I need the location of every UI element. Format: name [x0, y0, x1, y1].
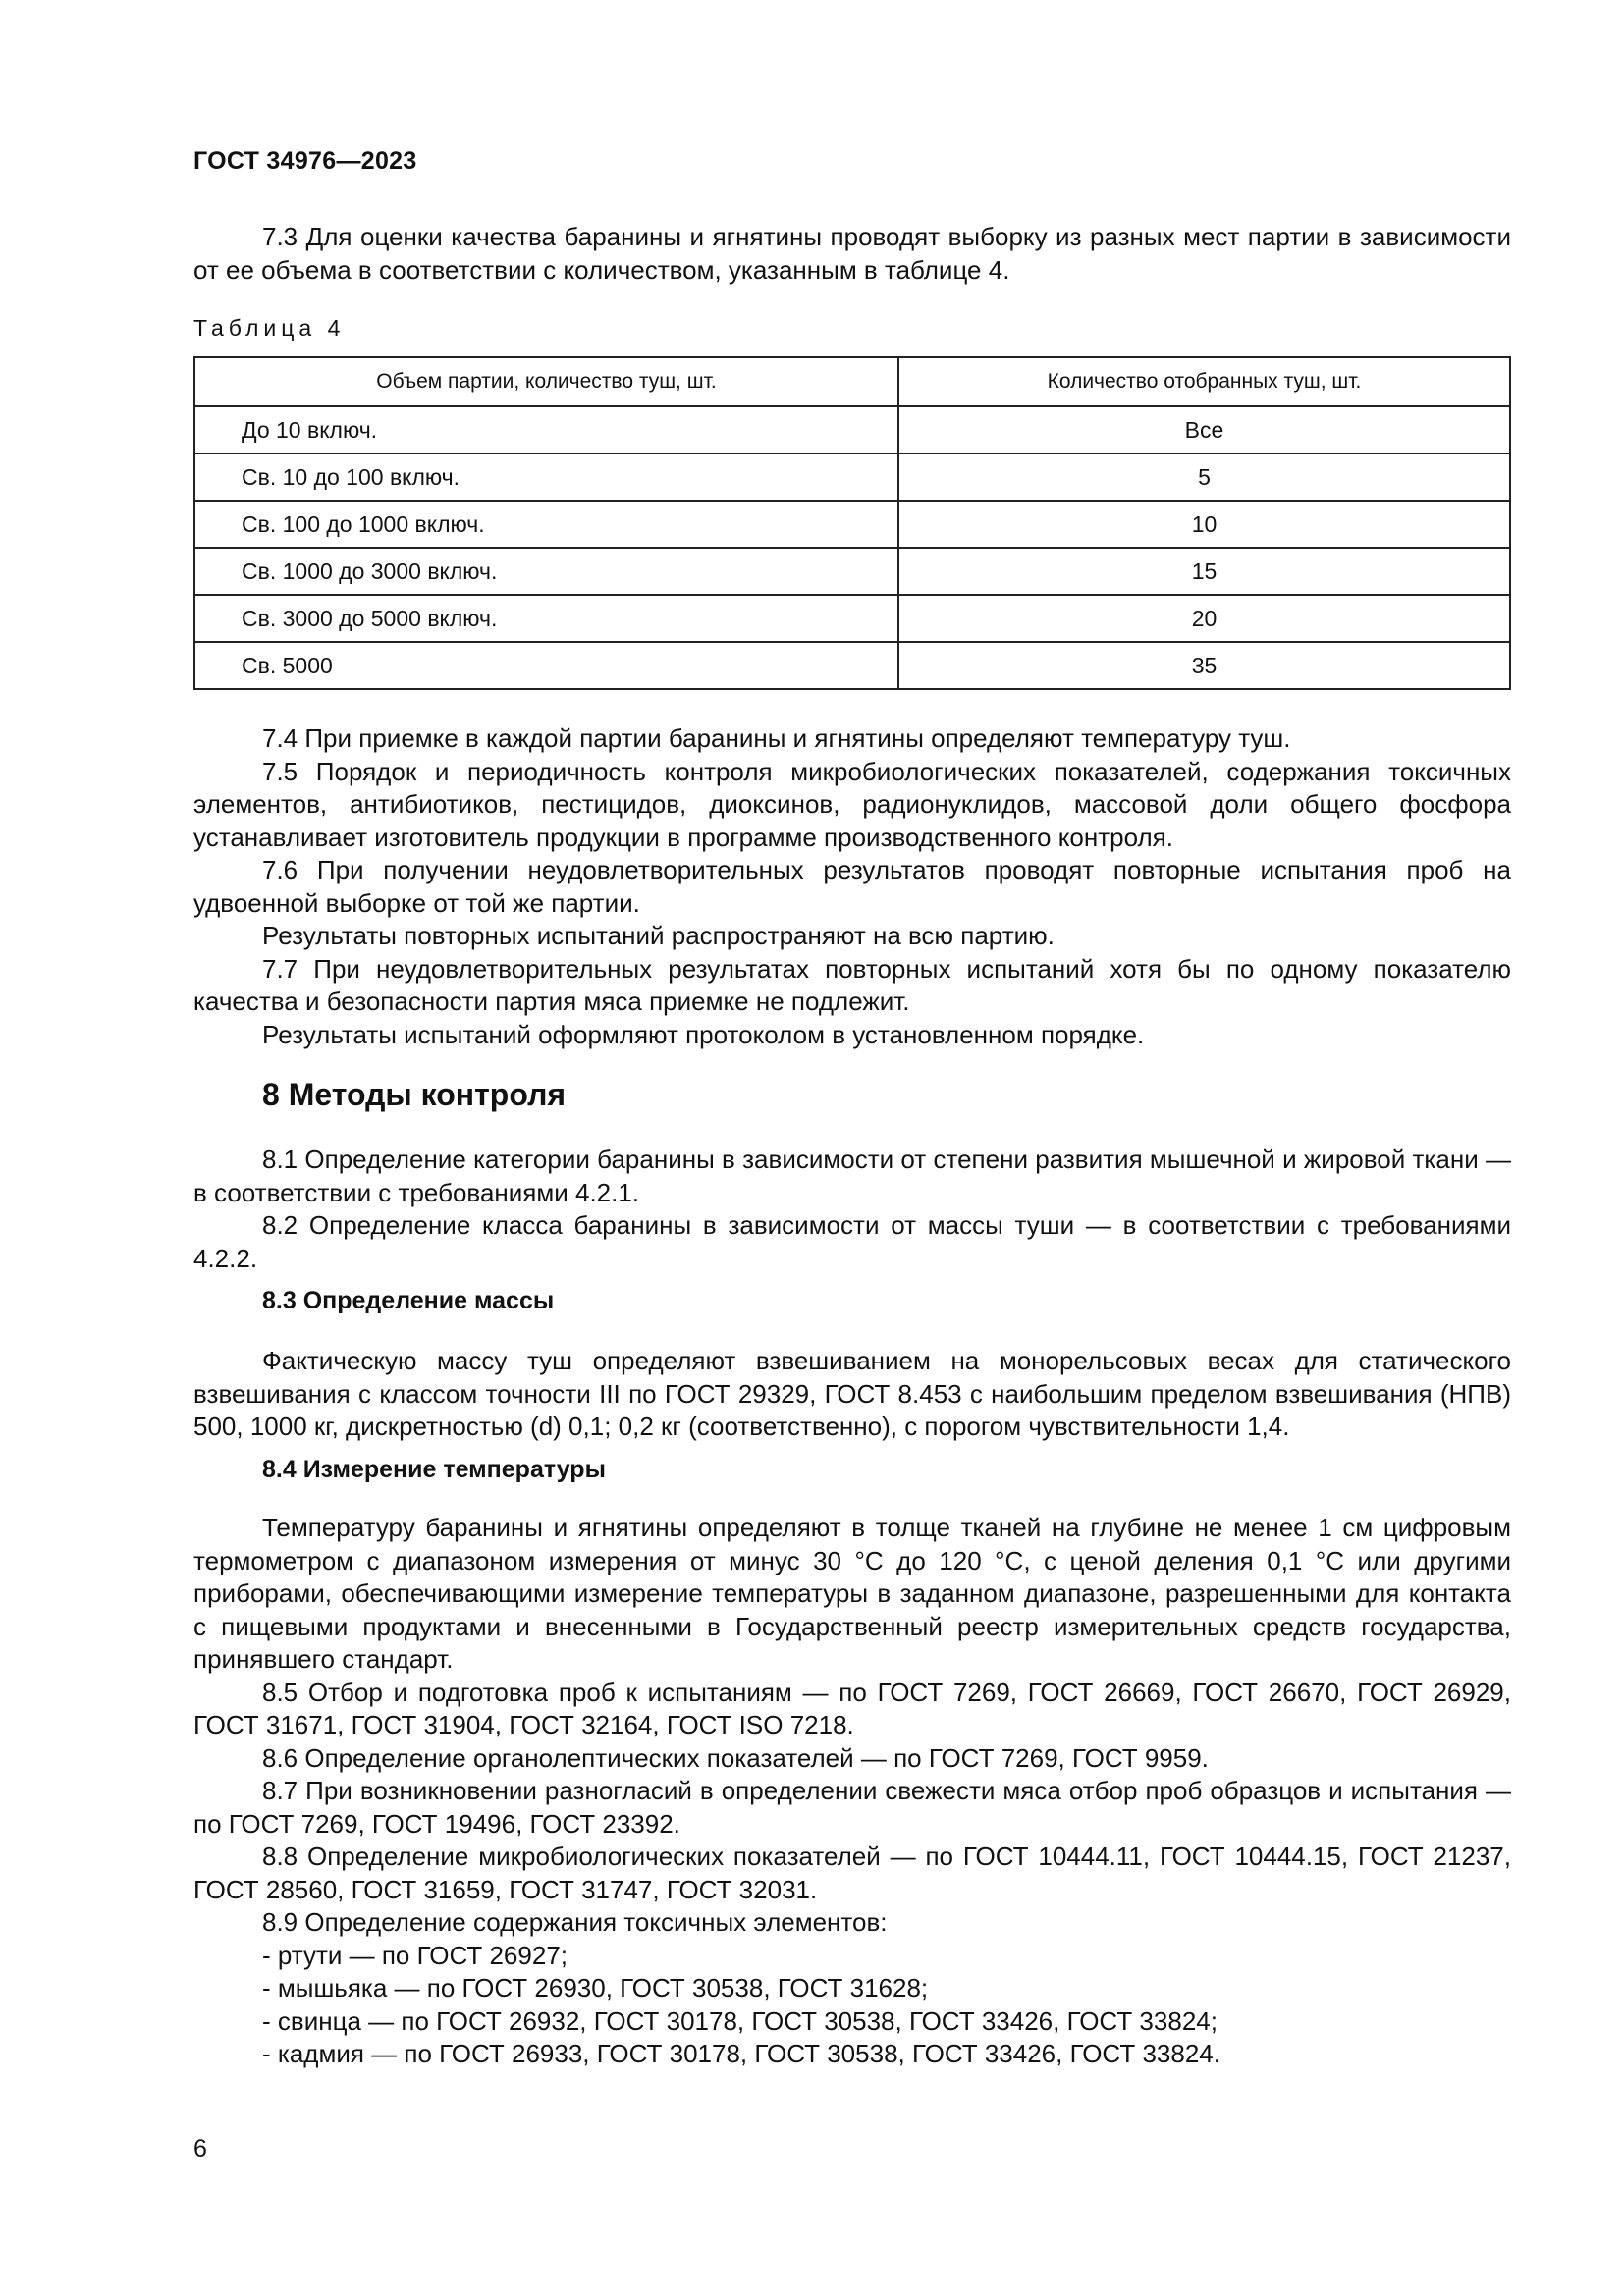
table-row [194, 595, 1510, 642]
paragraph-7-3-block [193, 221, 1511, 287]
table-row [194, 548, 1510, 595]
table-caption: Таблица 4 [193, 315, 346, 341]
subsection-8-3-body [193, 1345, 1511, 1444]
table-cell-sample-count: 35 [898, 642, 1510, 689]
table-cell-sample-count: 10 [898, 501, 1510, 548]
paragraph-8-2: 8.2 Определение класса баранины в зависимости от массы туши — в соответствии с требованиями 4.2.2. [193, 1210, 1511, 1273]
section-8-body [193, 1512, 1511, 2071]
list-item: - ртути — по ГОСТ 26927; [262, 1940, 568, 1970]
section-8-intro [193, 1144, 1511, 1275]
table-cell-sample-count: 15 [898, 548, 1510, 595]
paragraph-7-4: 7.4 При приемке в каждой партии баранины и ягнятины определяют температуру туш. [262, 723, 1291, 753]
paragraph-8-6: 8.6 Определение органолептических показателей — по ГОСТ 7269, ГОСТ 9959. [262, 1742, 1209, 1773]
section-7-paragraphs [193, 722, 1511, 1051]
paragraph-7-6-note: Результаты повторных испытаний распространяют на всю партию. [262, 921, 1055, 950]
table-cell-lot-size: Св. 5000 [194, 642, 898, 689]
paragraph-7-7: 7.7 При неудовлетворительных результатах повторных испытаний хотя бы по одному показателю качества и безопасности партия мяса приемке не подлежит. [193, 953, 1511, 1016]
paragraph-7-7-note: Результаты испытаний оформляют протоколом в установленном порядке. [262, 1019, 1145, 1049]
table-cell-lot-size: Св. 1000 до 3000 включ. [194, 548, 898, 595]
paragraph-8-9: 8.9 Определение содержания токсичных элементов: [262, 1907, 888, 1937]
subsection-8-4-heading: 8.4 Измерение температуры [262, 1456, 606, 1483]
paragraph-8-8: 8.8 Определение микробиологических показателей — по ГОСТ 10444.11, ГОСТ 10444.15, ГОСТ 21237, ГОСТ 28560, ГОСТ 31659, ГОСТ 31747, ГОСТ 32031. [193, 1842, 1511, 1904]
list-item: - кадмия — по ГОСТ 26933, ГОСТ 30178, ГОСТ 30538, ГОСТ 33426, ГОСТ 33824. [262, 2039, 1220, 2068]
table-cell-lot-size: Св. 10 до 100 включ. [194, 454, 898, 501]
document-header: ГОСТ 34976—2023 [193, 147, 417, 175]
paragraph-7-3: 7.3 Для оценки качества баранины и ягнятины проводят выборку из разных мест партии в зависимости от ее объема в соответствии с количеством, указанным в таблице 4. [193, 222, 1511, 285]
table-4 [193, 356, 1511, 690]
table-cell-sample-count: Все [898, 406, 1510, 454]
paragraph-8-5: 8.5 Отбор и подготовка проб к испытаниям — по ГОСТ 7269, ГОСТ 26669, ГОСТ 26670, ГОСТ 26929, ГОСТ 31671, ГОСТ 31904, ГОСТ 32164, ГОСТ ISO 7218. [193, 1677, 1511, 1739]
table-row [194, 406, 1510, 454]
table-row [194, 454, 1510, 501]
list-item: - свинца — по ГОСТ 26932, ГОСТ 30178, ГОСТ 30538, ГОСТ 33426, ГОСТ 33824; [262, 2005, 1218, 2036]
table-cell-lot-size: До 10 включ. [194, 406, 898, 454]
paragraph-8-7: 8.7 При возникновении разногласий в определении свежести мяса отбор проб образцов и испытания — по ГОСТ 7269, ГОСТ 19496, ГОСТ 23392. [193, 1776, 1511, 1839]
table-header-row [194, 357, 1510, 406]
table-header-cell: Объем партии, количество туш, шт. [194, 357, 898, 406]
table-row [194, 501, 1510, 548]
section-8-heading: 8 Методы контроля [262, 1077, 567, 1112]
table-cell-lot-size: Св. 3000 до 5000 включ. [194, 595, 898, 642]
paragraph-8-1: 8.1 Определение категории баранины в зависимости от степени развития мышечной и жировой ткани — в соответствии с требованиями 4.2.1. [193, 1145, 1511, 1207]
table-row [194, 642, 1510, 689]
table-cell-sample-count: 20 [898, 595, 1510, 642]
table-cell-lot-size: Св. 100 до 1000 включ. [194, 501, 898, 548]
paragraph-7-6: 7.6 При получении неудовлетворительных результатов проводят повторные испытания проб на удвоенной выборке от той же партии. [193, 855, 1511, 918]
subsection-8-3-heading: 8.3 Определение массы [262, 1287, 555, 1314]
list-item: - мышьяка — по ГОСТ 26930, ГОСТ 30538, ГОСТ 31628; [262, 1973, 929, 2002]
table-header-cell: Количество отобранных туш, шт. [898, 357, 1510, 406]
paragraph-7-5: 7.5 Порядок и периодичность контроля микробиологических показателей, содержания токсичных элементов, антибиотиков, пестицидов, диоксинов, радионуклидов, массовой доли общего фосфора устанавливает изготовитель продукции в программе производственного контроля. [193, 756, 1511, 852]
page-number: 6 [193, 2135, 207, 2163]
paragraph-8-3: Фактическую массу туш определяют взвешиванием на монорельсовых весах для статического взвешивания с классом точности III по ГОСТ 29329, ГОСТ 8.453 с наибольшим пределом взвешивания (НПВ) 500, 1000 кг, дискретностью (d) 0,1; 0,2 кг (соответственно), с порогом чувствительности 1,4. [193, 1346, 1511, 1441]
paragraph-8-4: Температуру баранины и ягнятины определяют в толще тканей на глубине не менее 1 см цифровым термометром с диапазоном измерения от минус 30 °С до 120 °С, с ценой деления 0,1 °С или другими приборами, обеспечивающими измерение температуры в заданном диапазоне, разрешенными для контакта с пищевыми продуктами и внесенными в Государственный реестр измерительных средств государства, принявшего стандарт. [193, 1513, 1511, 1674]
table-cell-sample-count: 5 [898, 454, 1510, 501]
